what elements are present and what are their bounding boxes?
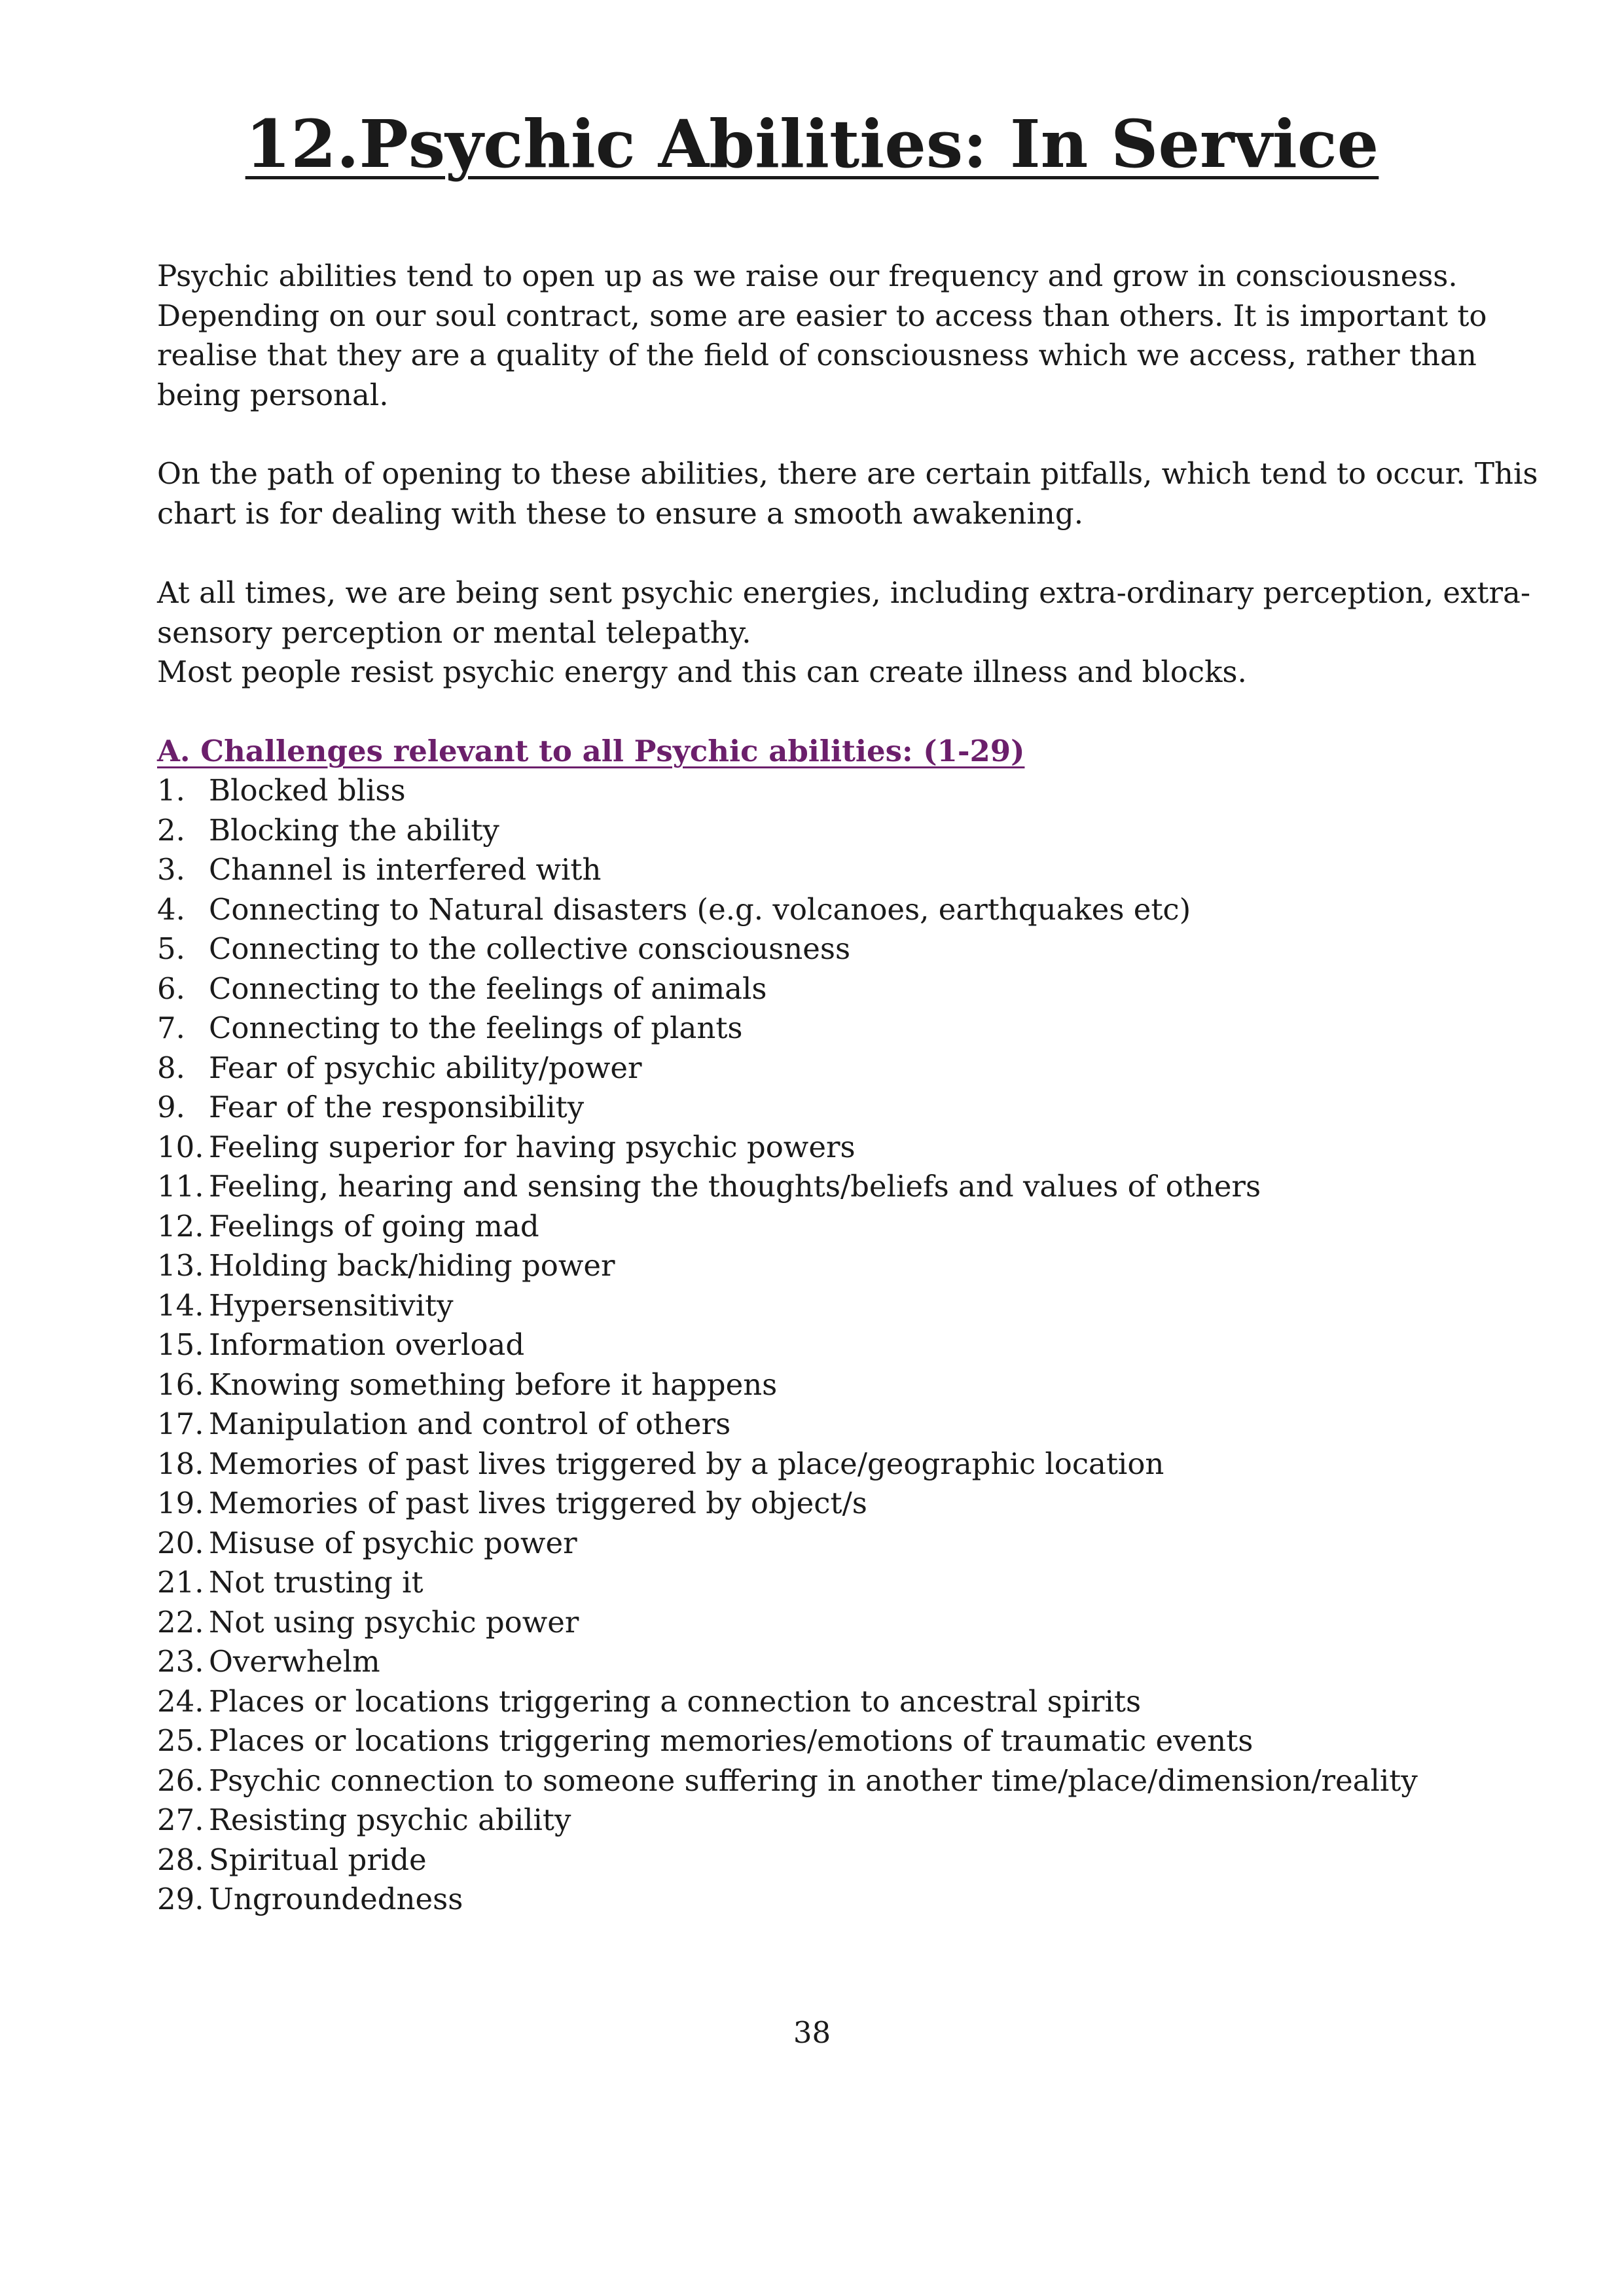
intro-paragraph-2: On the path of opening to these abilities, there are certain pitfalls, which tend to occur. This chart is for dealing with these to ensure a smooth awakening. — [157, 456, 1538, 531]
list-item — [157, 890, 1558, 930]
list-item-number: 21. — [157, 1565, 204, 1600]
list-item-text: Connecting to the feelings of animals — [209, 971, 767, 1006]
list-item-number: 29. — [157, 1882, 204, 1916]
list-item-number: 7. — [157, 1011, 185, 1045]
list-item-number: 22. — [157, 1604, 204, 1640]
list-item-text: Fear of psychic ability/power — [209, 1050, 642, 1085]
list-item-number: 28. — [157, 1842, 204, 1877]
list-item-text: Blocking the ability — [209, 812, 499, 848]
list-item — [157, 1405, 1558, 1444]
list-item — [157, 1761, 1558, 1801]
list-item-text: Ungroundedness — [209, 1882, 463, 1916]
list-item — [157, 1484, 1558, 1524]
list-item-number: 4. — [157, 891, 185, 927]
list-item — [157, 771, 1558, 811]
list-item — [157, 1207, 1558, 1247]
challenge-list — [157, 771, 1558, 1920]
list-item-number: 12. — [157, 1208, 204, 1244]
list-item — [157, 1721, 1558, 1761]
list-item-text: Blocked bliss — [209, 773, 406, 808]
list-item-text: Not using psychic power — [209, 1604, 579, 1640]
list-item-text: Holding back/hiding power — [209, 1248, 615, 1283]
list-item-text: Places or locations triggering a connection to ancestral spirits — [209, 1683, 1142, 1719]
list-item-number: 6. — [157, 971, 185, 1006]
list-item — [157, 850, 1558, 890]
list-item-text: Connecting to Natural disasters (e.g. volcanoes, earthquakes etc) — [209, 891, 1191, 927]
list-item-number: 16. — [157, 1367, 204, 1402]
list-item-text: Fear of the responsibility — [209, 1090, 585, 1124]
list-item-text: Feeling, hearing and sensing the thoughts/beliefs and values of others — [209, 1169, 1261, 1204]
page-title — [0, 98, 1624, 190]
list-item-number: 20. — [157, 1525, 204, 1560]
list-item — [157, 1128, 1558, 1168]
list-item-number: 13. — [157, 1248, 204, 1283]
list-item-number: 8. — [157, 1050, 185, 1085]
list-item-number: 5. — [157, 931, 185, 966]
list-item-number: 14. — [157, 1287, 204, 1323]
page-title-text: 12.Psychic Abilities: In Service — [245, 105, 1379, 183]
list-item — [157, 1009, 1558, 1049]
page-number: 38 — [793, 2015, 831, 2050]
list-item-number: 25. — [157, 1723, 204, 1758]
list-item-number: 1. — [157, 773, 185, 808]
list-item — [157, 811, 1558, 851]
list-item — [157, 1880, 1558, 1920]
list-item — [157, 1246, 1558, 1286]
list-item-number: 27. — [157, 1803, 204, 1837]
list-item-number: 11. — [157, 1169, 204, 1204]
list-item-number: 26. — [157, 1763, 204, 1798]
list-item — [157, 1682, 1558, 1722]
list-item — [157, 1286, 1558, 1326]
list-item-number: 18. — [157, 1446, 204, 1481]
intro-paragraph-4: Most people resist psychic energy and this can create illness and blocks. — [157, 655, 1247, 689]
list-item-number: 10. — [157, 1129, 204, 1164]
list-item-text: Information overload — [209, 1327, 525, 1362]
list-item — [157, 1444, 1558, 1484]
list-item-number: 17. — [157, 1407, 204, 1441]
list-item-number: 15. — [157, 1327, 204, 1362]
list-item-text: Places or locations triggering memories/emotions of traumatic events — [209, 1723, 1254, 1758]
list-item — [157, 1325, 1558, 1365]
list-item-text: Psychic connection to someone suffering in another time/place/dimension/reality — [209, 1763, 1418, 1798]
list-item-text: Misuse of psychic power — [209, 1525, 577, 1560]
list-item — [157, 1642, 1558, 1682]
list-item-text: Spiritual pride — [209, 1842, 427, 1877]
list-item-text: Hypersensitivity — [209, 1287, 454, 1323]
list-item — [157, 1603, 1558, 1643]
list-item-text: Connecting to the feelings of plants — [209, 1011, 743, 1045]
list-item-text: Resisting psychic ability — [209, 1803, 571, 1837]
list-item — [157, 969, 1558, 1009]
intro-paragraph-3: At all times, we are being sent psychic energies, including extra-ordinary perception, extra-sensory perception or mental telepathy. — [157, 575, 1531, 650]
list-item-text: Feelings of going mad — [209, 1208, 539, 1244]
list-item — [157, 1524, 1558, 1564]
list-item-text: Channel is interfered with — [209, 852, 602, 887]
list-item-text: Memories of past lives triggered by a place/geographic location — [209, 1446, 1164, 1481]
list-item — [157, 1801, 1558, 1840]
list-item-number: 3. — [157, 852, 185, 887]
list-item — [157, 1563, 1558, 1603]
list-item-number: 9. — [157, 1090, 185, 1124]
list-item-number: 23. — [157, 1644, 204, 1679]
list-item-text: Overwhelm — [209, 1644, 380, 1679]
list-item-text: Not trusting it — [209, 1565, 424, 1600]
list-item-text: Feeling superior for having psychic powers — [209, 1129, 856, 1164]
list-item — [157, 1840, 1558, 1880]
list-item-number: 2. — [157, 812, 185, 848]
list-item — [157, 929, 1558, 969]
list-item-text: Connecting to the collective consciousness — [209, 931, 851, 966]
intro-paragraph-1: Psychic abilities tend to open up as we raise our frequency and grow in consciousness. Depending on our soul contract, some are easier to access than others. It is important to realise that they are a quality of the field of consciousness which we access, rather than being personal. — [157, 259, 1487, 412]
list-item — [157, 1365, 1558, 1405]
list-item-text: Memories of past lives triggered by object/s — [209, 1486, 867, 1520]
list-item-text: Knowing something before it happens — [209, 1367, 778, 1402]
list-item — [157, 1049, 1558, 1088]
list-item — [157, 1088, 1558, 1128]
list-item-text: Manipulation and control of others — [209, 1407, 731, 1441]
section-a-heading: A. Challenges relevant to all Psychic abilities: (1-29) — [157, 734, 1025, 768]
list-item — [157, 1167, 1558, 1207]
list-item-number: 24. — [157, 1683, 204, 1719]
list-item-number: 19. — [157, 1486, 204, 1520]
